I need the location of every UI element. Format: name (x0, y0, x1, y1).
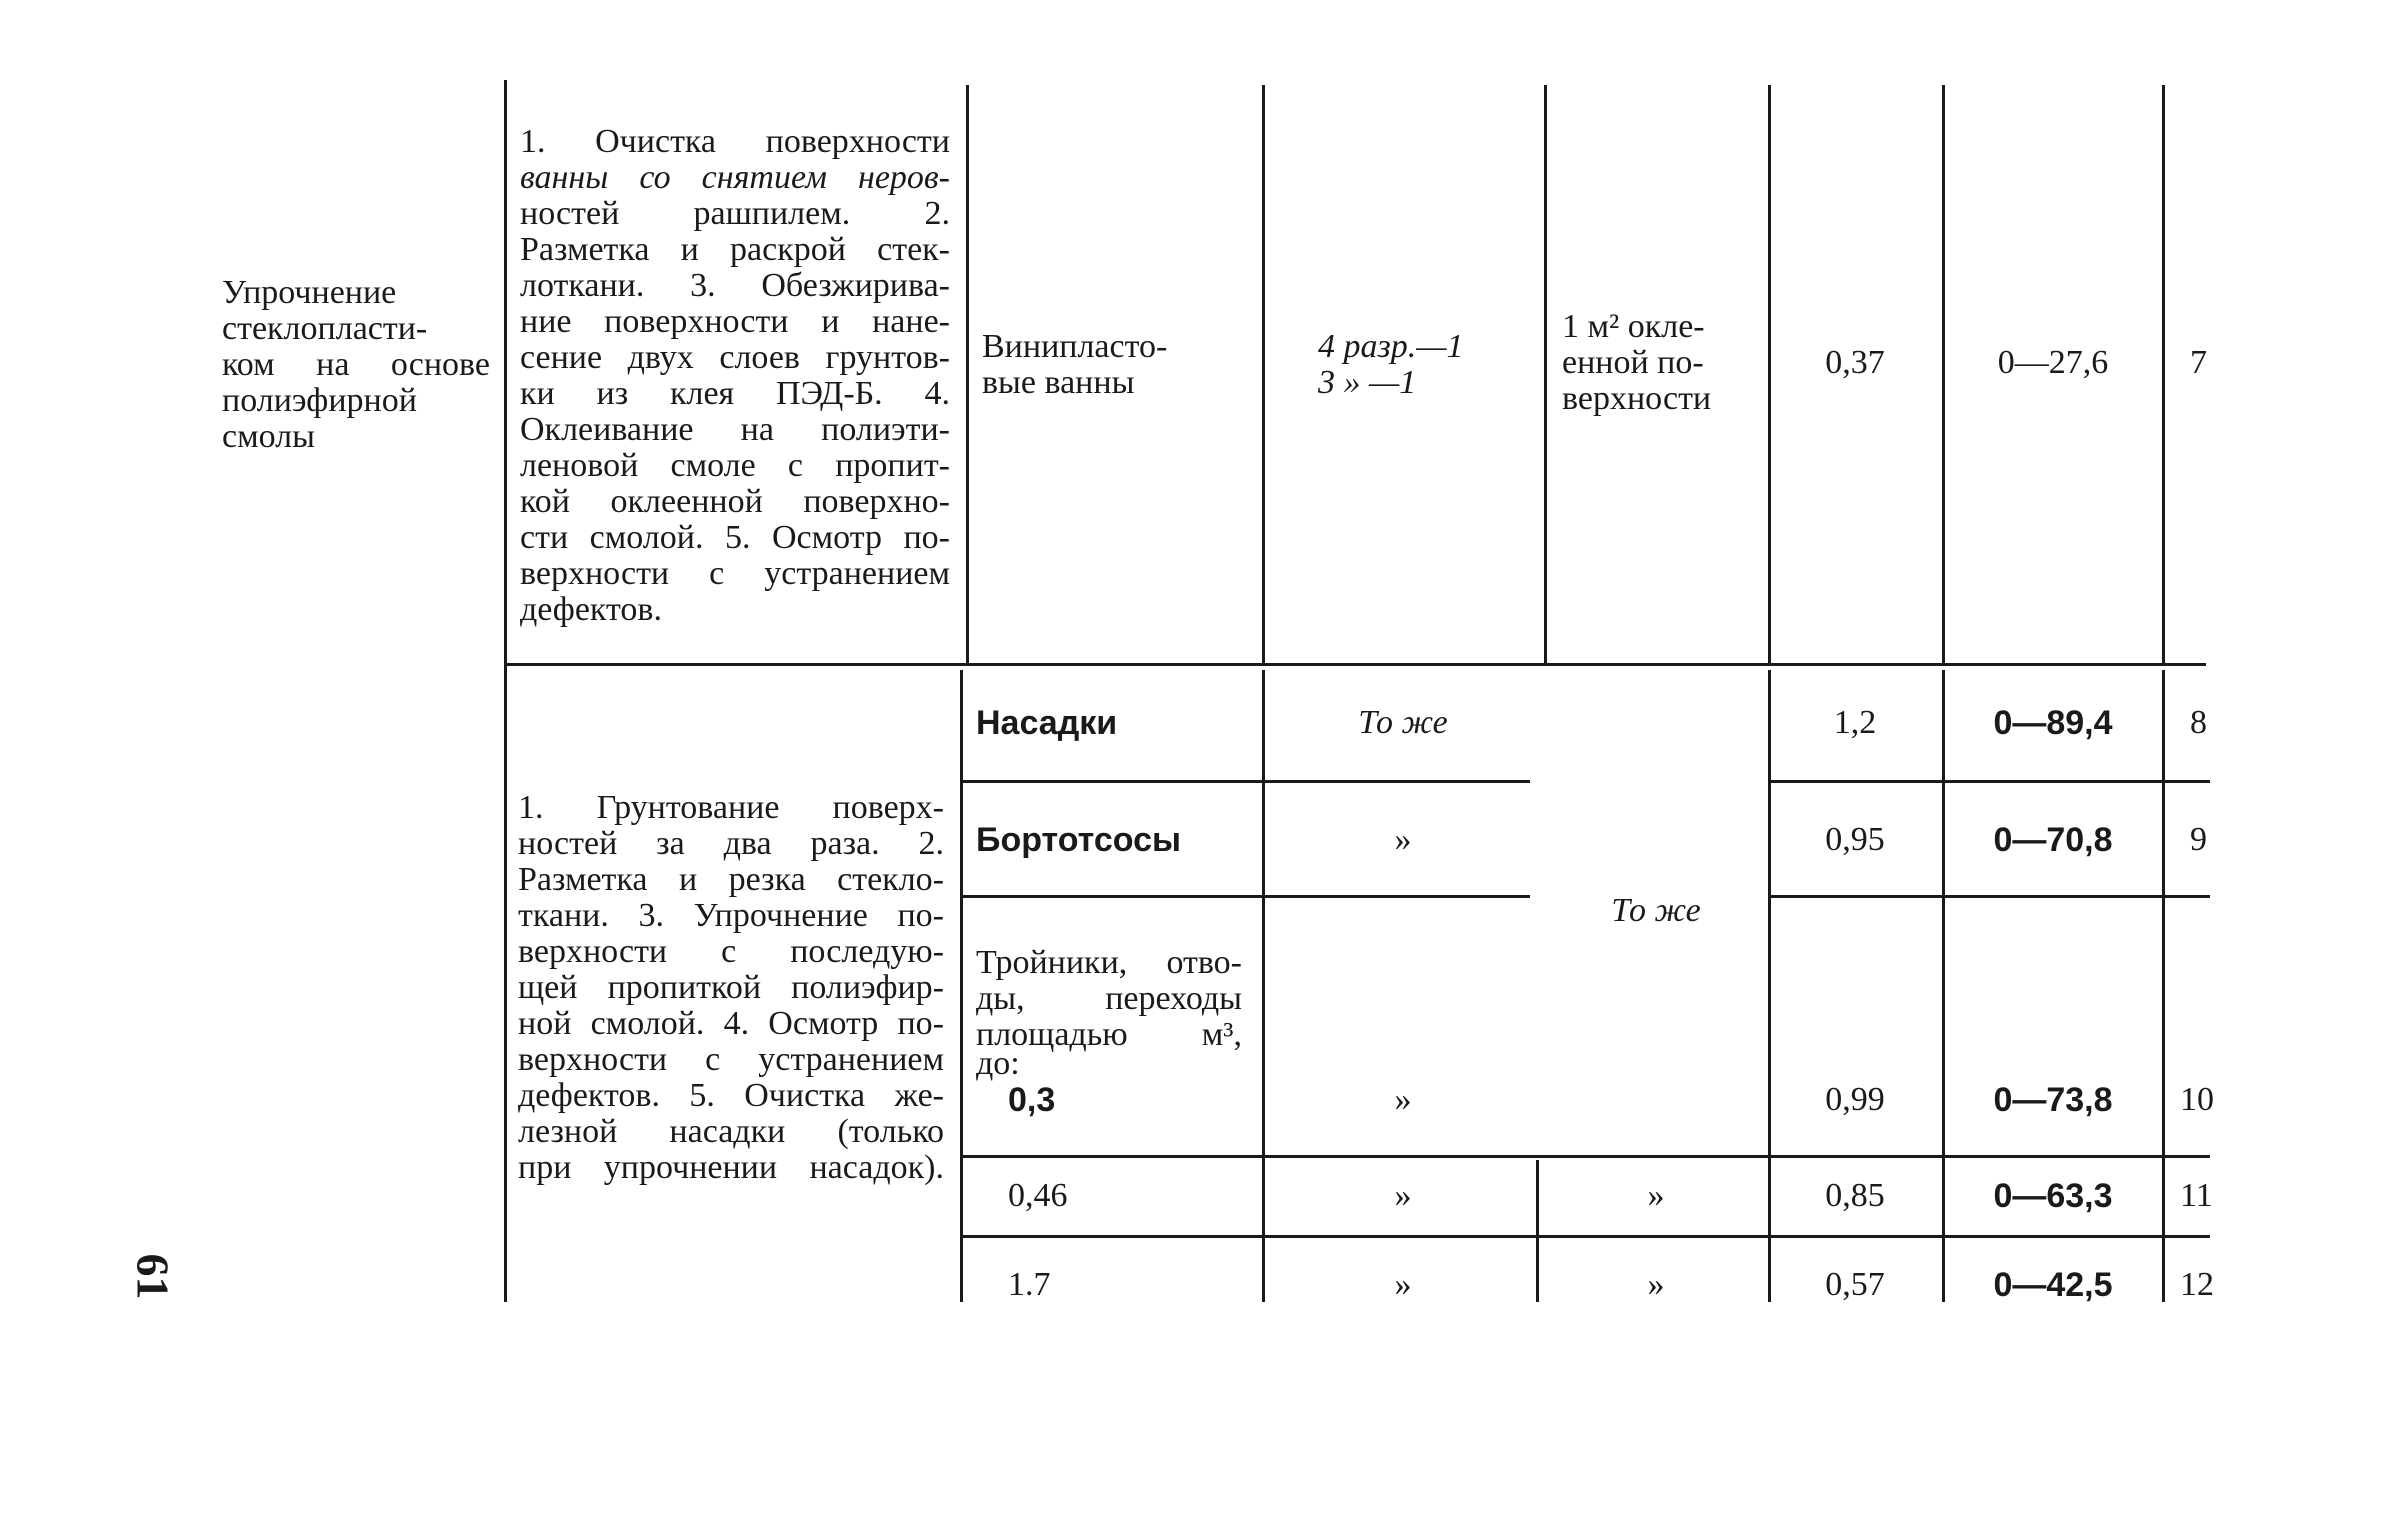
vline-col4 (1544, 85, 1547, 663)
composition-line: 1. Очистка поверхности (520, 124, 950, 160)
composition-line: Оклеивание на полиэти- (520, 412, 950, 448)
vline-col7-lower (2162, 670, 2165, 1302)
row12-price: 0—42,5 (1993, 1266, 2113, 1304)
hline-block-divider (506, 663, 2206, 666)
row10-price: 0—73,8 (1993, 1081, 2113, 1119)
vline-col6 (1942, 85, 1945, 663)
work-name-line: ком на основе (222, 347, 490, 383)
row8-workers: То же (1358, 704, 1448, 741)
row8-price: 0—89,4 (1993, 704, 2113, 742)
row12-num: 12 (2180, 1266, 2214, 1303)
row11-unit: » (1647, 1177, 1665, 1214)
vline-col6-lower (1942, 670, 1945, 1302)
row11-norm: 0,85 (1825, 1177, 1885, 1214)
composition-line: верхности с устранением (518, 1042, 944, 1078)
row10-item: 0,3 (1008, 1081, 1056, 1119)
row10-workers: » (1394, 1081, 1412, 1118)
row8-item: Насадки (976, 704, 1118, 742)
vline-col7 (2162, 85, 2165, 663)
row11-workers: » (1394, 1177, 1412, 1214)
composition-line: Разметка и раскрой стек- (520, 232, 950, 268)
composition-line: дефектов. 5. Очистка же- (518, 1078, 944, 1114)
composition-line: верхности с последую- (518, 934, 944, 970)
row11-price: 0—63,3 (1993, 1177, 2113, 1215)
row9-workers: » (1394, 821, 1412, 858)
tees-heading-line: Тройники, отво- (976, 945, 1242, 981)
vline-col1 (504, 80, 507, 1302)
hline-row9-right (1770, 895, 2210, 898)
row12-item: 1.7 (1008, 1266, 1051, 1303)
composition-line: дефектов. (520, 591, 662, 628)
row11-num: 11 (2180, 1177, 2213, 1214)
vline-col2 (966, 85, 969, 663)
work-name-line: Упрочнение (222, 274, 397, 311)
hline-row8-right (1770, 780, 2210, 783)
row8-num: 8 (2190, 704, 2207, 741)
composition-line: Разметка и резка стекло- (518, 862, 944, 898)
item-line: вые ванны (982, 364, 1135, 401)
composition-line: сти смолой. 5. Осмотр по- (520, 520, 950, 556)
composition-line: кой оклеенной поверхно- (520, 484, 950, 520)
work-name-line: смолы (222, 418, 315, 455)
tees-heading-line: площадью м³, (976, 1017, 1242, 1053)
row10-num: 10 (2180, 1081, 2214, 1118)
work-name-line: полиэфирной (222, 382, 417, 419)
row9-price: 0—70,8 (1993, 821, 2113, 859)
unit-line: 1 м² окле- (1562, 308, 1705, 345)
workers-line: 3 » —1 (1318, 364, 1417, 401)
composition-line: ки из клея ПЭД-Б. 4. (520, 376, 950, 412)
unit-line: верхности (1562, 380, 1712, 417)
composition-line: 1. Грунтование поверх- (518, 790, 944, 826)
composition-line: ной смолой. 4. Осмотр по- (518, 1006, 944, 1042)
hline-row9 (960, 895, 1530, 898)
hline-row10 (960, 1155, 2210, 1158)
item-line: Винипласто- (982, 328, 1168, 365)
row12-unit: » (1647, 1266, 1665, 1303)
vline-col5-lower (1768, 670, 1771, 1302)
unit-line: енной по- (1562, 344, 1704, 381)
row9-norm: 0,95 (1825, 821, 1885, 858)
hline-row8 (960, 780, 1530, 783)
composition-line: леновой смоле с пропит- (520, 448, 950, 484)
work-name-line: стеклопласти- (222, 310, 428, 347)
row12-norm: 0,57 (1825, 1266, 1885, 1303)
composition-line: лезной насадки (только (518, 1114, 944, 1150)
composition-line: при упрочнении насадок). (518, 1150, 944, 1186)
hline-row11 (960, 1235, 2210, 1238)
tees-heading-line: ды, переходы (976, 981, 1242, 1017)
composition-line: ностей за два раза. 2. (518, 826, 944, 862)
composition-line: ванны со снятием неров- (520, 160, 950, 196)
block1-price: 0—27,6 (1997, 344, 2109, 381)
page-number: 61 (127, 1253, 179, 1300)
row9-num: 9 (2190, 821, 2207, 858)
vline-col2-lower (960, 670, 963, 1302)
block1-num: 7 (2190, 344, 2207, 381)
composition-line: ткани. 3. Упрочнение по- (518, 898, 944, 934)
row12-workers: » (1394, 1266, 1412, 1303)
tees-heading-line: до: (976, 1045, 1020, 1082)
vline-col3 (1262, 85, 1265, 663)
composition-line: верхности с устранением (520, 556, 950, 592)
vline-col3-lower (1262, 670, 1265, 1302)
block1-norm: 0,37 (1825, 344, 1885, 381)
row9-item: Бортотсосы (976, 821, 1182, 859)
row10-norm: 0,99 (1825, 1081, 1885, 1118)
row11-item: 0,46 (1008, 1177, 1068, 1214)
composition-line: сение двух слоев грунтов- (520, 340, 950, 376)
block2-unit-shared: То же (1611, 892, 1701, 929)
composition-line: щей пропиткой полиэфир- (518, 970, 944, 1006)
composition-line: ние поверхности и нане- (520, 304, 950, 340)
composition-line: ностей рашпилем. 2. (520, 196, 950, 232)
row8-norm: 1,2 (1833, 704, 1877, 741)
workers-line: 4 разр.—1 (1318, 328, 1464, 365)
vline-col5 (1768, 85, 1771, 663)
composition-line: лоткани. 3. Обезжирива- (520, 268, 950, 304)
